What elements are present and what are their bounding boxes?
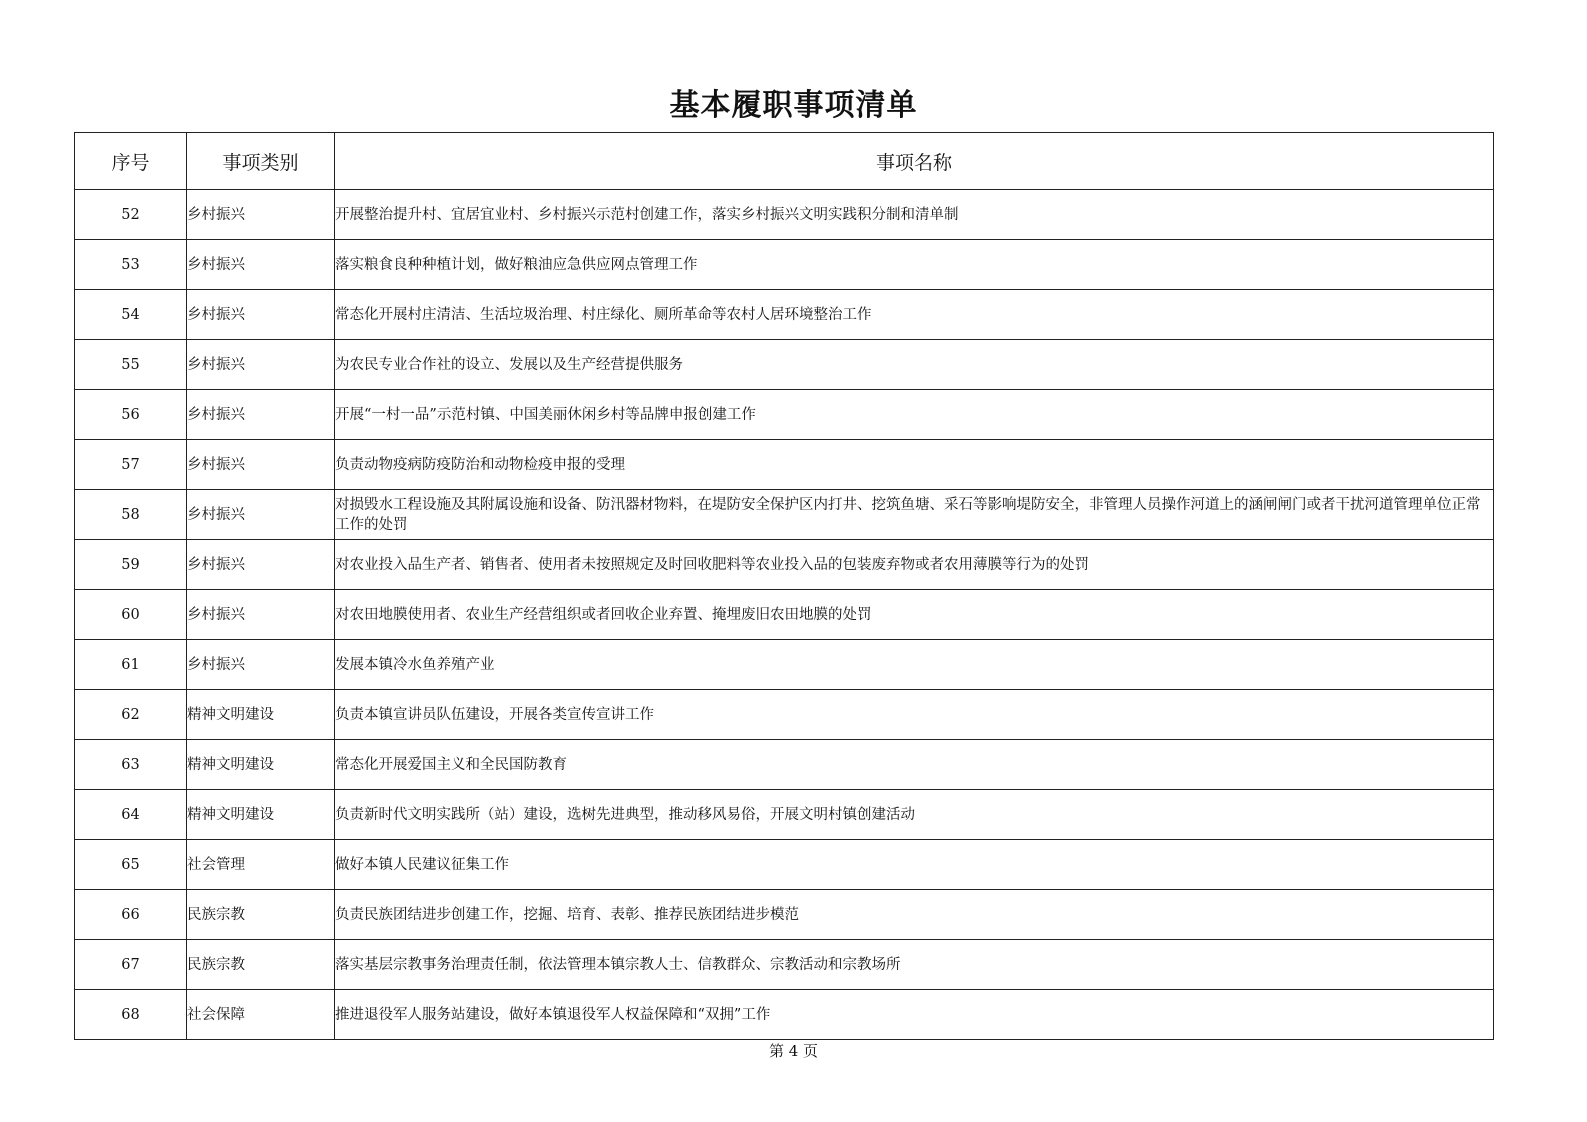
row-name: 开展整治提升村、宜居宜业村、乡村振兴示范村创建工作，落实乡村振兴文明实践积分制和清单制 — [335, 190, 1494, 240]
table-row — [75, 190, 1494, 240]
row-name: 发展本镇冷水鱼养殖产业 — [335, 640, 1494, 690]
row-no: 57 — [75, 440, 187, 490]
row-category: 民族宗教 — [187, 890, 335, 940]
row-no: 54 — [75, 290, 187, 340]
page-title: 基本履职事项清单 — [669, 88, 918, 123]
row-category: 乡村振兴 — [187, 590, 335, 640]
row-category: 乡村振兴 — [187, 290, 335, 340]
row-category: 社会保障 — [187, 990, 335, 1040]
table-row — [75, 940, 1494, 990]
row-no: 64 — [75, 790, 187, 840]
row-name: 负责民族团结进步创建工作，挖掘、培育、表彰、推荐民族团结进步模范 — [335, 890, 1494, 940]
table-row — [75, 990, 1494, 1040]
row-category: 乡村振兴 — [187, 240, 335, 290]
table-row — [75, 290, 1494, 340]
row-no: 68 — [75, 990, 187, 1040]
row-no: 53 — [75, 240, 187, 290]
table-row — [75, 240, 1494, 290]
table-row — [75, 390, 1494, 440]
row-no: 60 — [75, 590, 187, 640]
row-name: 对农田地膜使用者、农业生产经营组织或者回收企业弃置、掩埋废旧农田地膜的处罚 — [335, 590, 1494, 640]
row-name: 落实粮食良种种植计划，做好粮油应急供应网点管理工作 — [335, 240, 1494, 290]
row-no: 61 — [75, 640, 187, 690]
table-row — [75, 840, 1494, 890]
table-row — [75, 890, 1494, 940]
table-row — [75, 590, 1494, 640]
table-row — [75, 790, 1494, 840]
row-no: 65 — [75, 840, 187, 890]
row-name: 开展“一村一品”示范村镇、中国美丽休闲乡村等品牌申报创建工作 — [335, 390, 1494, 440]
row-name: 对损毁水工程设施及其附属设施和设备、防汛器材物料，在堤防安全保护区内打井、挖筑鱼塘、采石等影响堤防安全，非管理人员操作河道上的涵闸闸门或者干扰河道管理单位正常工作的处罚 — [335, 490, 1494, 540]
row-category: 精神文明建设 — [187, 740, 335, 790]
row-category: 乡村振兴 — [187, 390, 335, 440]
row-name: 负责本镇宣讲员队伍建设，开展各类宣传宣讲工作 — [335, 690, 1494, 740]
row-no: 52 — [75, 190, 187, 240]
table-row — [75, 740, 1494, 790]
page-number: 第 4 页 — [768, 1042, 819, 1060]
row-name: 负责动物疫病防疫防治和动物检疫申报的受理 — [335, 440, 1494, 490]
row-no: 62 — [75, 690, 187, 740]
table-row — [75, 340, 1494, 390]
table-row — [75, 440, 1494, 490]
header-name: 事项名称 — [335, 133, 1494, 190]
table-header-row — [75, 133, 1494, 190]
row-category: 乡村振兴 — [187, 440, 335, 490]
row-name: 对农业投入品生产者、销售者、使用者未按照规定及时回收肥料等农业投入品的包装废弃物或者农用薄膜等行为的处罚 — [335, 540, 1494, 590]
table-row — [75, 490, 1494, 540]
row-no: 55 — [75, 340, 187, 390]
row-category: 精神文明建设 — [187, 690, 335, 740]
row-category: 社会管理 — [187, 840, 335, 890]
row-category: 乡村振兴 — [187, 540, 335, 590]
table-row — [75, 540, 1494, 590]
row-category: 乡村振兴 — [187, 490, 335, 540]
row-no: 59 — [75, 540, 187, 590]
table-row — [75, 640, 1494, 690]
header-no: 序号 — [75, 133, 187, 190]
header-category: 事项类别 — [187, 133, 335, 190]
row-name: 常态化开展爱国主义和全民国防教育 — [335, 740, 1494, 790]
row-no: 63 — [75, 740, 187, 790]
row-name: 落实基层宗教事务治理责任制，依法管理本镇宗教人士、信教群众、宗教活动和宗教场所 — [335, 940, 1494, 990]
row-category: 乡村振兴 — [187, 640, 335, 690]
row-name: 做好本镇人民建议征集工作 — [335, 840, 1494, 890]
row-category: 乡村振兴 — [187, 190, 335, 240]
row-category: 精神文明建设 — [187, 790, 335, 840]
row-name: 推进退役军人服务站建设，做好本镇退役军人权益保障和“双拥”工作 — [335, 990, 1494, 1040]
row-category: 乡村振兴 — [187, 340, 335, 390]
row-no: 56 — [75, 390, 187, 440]
row-name: 常态化开展村庄清洁、生活垃圾治理、村庄绿化、厕所革命等农村人居环境整治工作 — [335, 290, 1494, 340]
row-name: 负责新时代文明实践所（站）建设，选树先进典型，推动移风易俗，开展文明村镇创建活动 — [335, 790, 1494, 840]
row-no: 67 — [75, 940, 187, 990]
row-no: 58 — [75, 490, 187, 540]
row-no: 66 — [75, 890, 187, 940]
row-category: 民族宗教 — [187, 940, 335, 990]
duty-table — [74, 132, 1494, 1040]
table-row — [75, 690, 1494, 740]
row-name: 为农民专业合作社的设立、发展以及生产经营提供服务 — [335, 340, 1494, 390]
